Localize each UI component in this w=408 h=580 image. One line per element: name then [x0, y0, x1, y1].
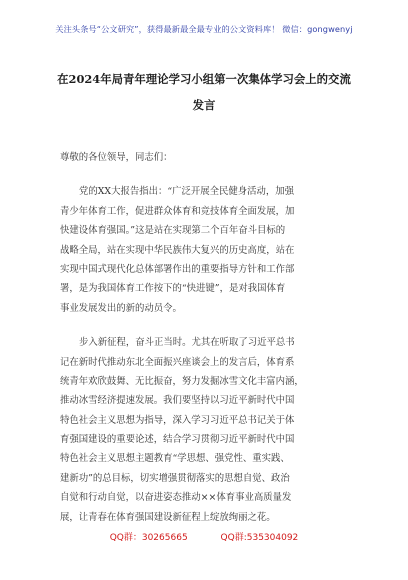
paragraph-line: 快建设体育强国。”这是站在实现第二个百年奋斗目标的: [60, 225, 286, 237]
paragraph-line: 推动冰雪经济提速发展。我们要坚持以习近平新时代中国: [60, 395, 295, 407]
paragraph-line: 署，是为我国体育工作按下的“快进键”，是对我国体育: [60, 283, 286, 295]
document-body: [60, 148, 360, 527]
paragraph-line: 特色社会主义思想为指导，深入学习习近平总书记关于体: [60, 414, 295, 426]
paragraph-line: 步入新征程，奋斗正当时。尤其在听取了习近平总书: [79, 337, 295, 349]
paragraph-line: 统青年欢欣鼓舞、无比振奋，努力发掘冰雪文化丰富内涵，: [60, 375, 304, 387]
document-title: [52, 66, 356, 118]
paragraph-line: 建新功”的总目标，切实增强贯彻落实的思想自觉、政治: [60, 472, 290, 484]
paragraph-line: 青少年体育工作，促进群众体育和竞技体育全面发展，加: [60, 205, 295, 217]
qq-group-1: QQ群：30265665: [109, 533, 188, 543]
title-line: 在2024年局青年理论学习小组第一次集体学习会上的交流: [57, 72, 351, 86]
paragraph-line: 记在新时代推动东北全面振兴座谈会上的发言后，体育系: [60, 356, 295, 368]
qq-group-2: QQ群:535304092: [220, 533, 299, 543]
paragraph-line: 自觉和行动自觉，以奋进姿态推动××体育事业高质量发: [60, 492, 292, 504]
footer-contact: [0, 530, 408, 543]
paragraph-line: 实现中国式现代化总体部署作出的重要指导方针和工作部: [60, 263, 295, 275]
paragraph-line: 展，让青春在体育强国建设新征程上绽放绚丽之花。: [60, 511, 276, 523]
paragraph-line: 党的XX大报告指出：“广泛开展全民健身活动，加强: [79, 186, 295, 198]
paragraph-line: 战略全局，站在实现中华民族伟大复兴的历史高度，站在: [60, 244, 295, 256]
paragraph: [60, 182, 360, 318]
paragraph-line: 事业发展发出的新的动员令。: [60, 302, 182, 314]
paragraph-line: 育强国建设的重要论述，结合学习贯彻习近平新时代中国: [60, 434, 295, 446]
paragraph-line: 特色社会主义思想主题教育“学思想、强党性、重实践、: [60, 453, 290, 465]
header-banner: 关注头条号“公文研究”，获得最新最全最专业的公文资料库！ 微信：gongwenyj: [55, 24, 353, 34]
paragraph: [60, 333, 360, 527]
title-line: 发言: [192, 98, 216, 112]
salutation: 尊敬的各位领导，同志们：: [60, 152, 173, 163]
